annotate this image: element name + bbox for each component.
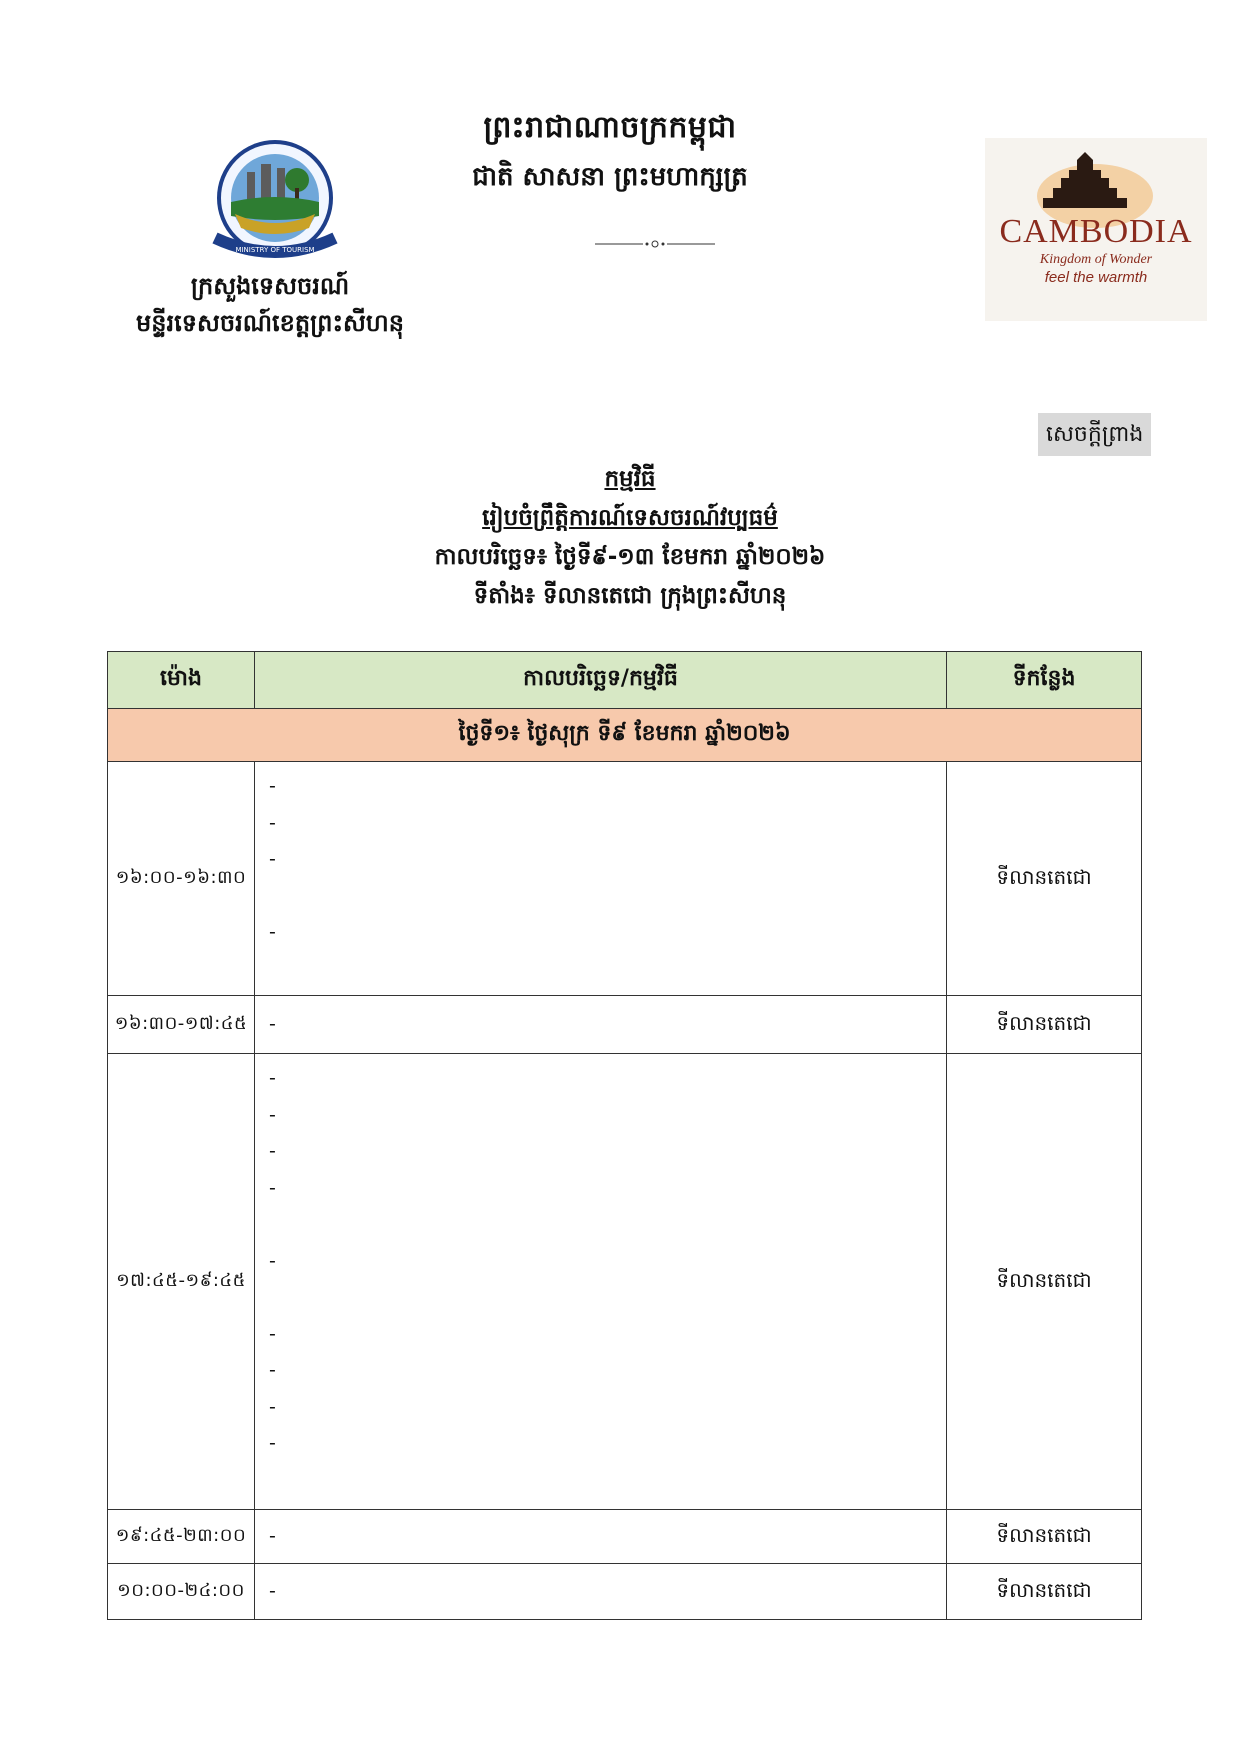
- program-item: [265, 1279, 936, 1316]
- header-place: ទីកន្លែង: [947, 652, 1142, 709]
- program-items: [265, 1518, 936, 1555]
- program-item: [265, 841, 936, 878]
- row-place: ទីលានតេជោ: [947, 1510, 1142, 1564]
- row-time: ១៦:០០-១៦:៣០: [108, 762, 255, 996]
- table-row: [108, 1564, 1142, 1620]
- program-item: [265, 1097, 936, 1134]
- brand-tagline2: feel the warmth: [1044, 269, 1148, 286]
- draft-badge: សេចក្តីព្រាង: [1038, 413, 1151, 456]
- ministry-line1: ក្រសួងទេសចរណ៍: [190, 272, 350, 300]
- table-row: [108, 1510, 1142, 1564]
- row-program: [255, 1564, 947, 1620]
- national-motto: ជាតិ សាសនា ព្រះមហាក្សត្រ: [472, 162, 748, 192]
- ornament-divider: [595, 240, 715, 248]
- table-row: [108, 996, 1142, 1054]
- program-item: [265, 1518, 936, 1555]
- program-item: [265, 1425, 936, 1462]
- event-location: ទីតាំង៖ ទីលានតេជោ ក្រុងព្រះសីហនុ: [473, 583, 787, 609]
- program-item: [265, 1243, 936, 1280]
- program-items: [265, 768, 936, 951]
- cambodia-brand-logo: [985, 138, 1207, 321]
- event-date: កាលបរិច្ឆេទ៖ ថ្ងៃទី៩-១៣ ខែមករា ឆ្នាំ២០២៦: [434, 544, 826, 570]
- row-place: ទីលានតេជោ: [947, 1564, 1142, 1620]
- program-item: [265, 768, 936, 805]
- program-item: [265, 1006, 936, 1043]
- row-time: ១៩:៤៥-២៣:០០: [108, 1510, 255, 1564]
- row-program: [255, 1510, 947, 1564]
- ministry-of-tourism-logo: [205, 140, 345, 260]
- header-time: ម៉ោង: [108, 652, 255, 709]
- row-program: [255, 1054, 947, 1510]
- row-time: ១៦:៣០-១៧:៤៥: [108, 996, 255, 1054]
- header-program: កាលបរិច្ឆេទ/កម្មវិធី: [255, 652, 947, 709]
- table-header-row: [108, 652, 1142, 709]
- program-item: [265, 878, 936, 915]
- program-items: [265, 1060, 936, 1462]
- program-items: [265, 1006, 936, 1043]
- document-header: [330, 108, 890, 198]
- program-title: កម្មវិធី: [604, 466, 656, 492]
- row-place: ទីលានតេជោ: [947, 1054, 1142, 1510]
- program-item: [265, 1573, 936, 1610]
- program-item: [265, 1206, 936, 1243]
- program-item: [265, 914, 936, 951]
- ministry-name: [70, 268, 470, 342]
- row-program: [255, 762, 947, 996]
- program-item: [265, 1316, 936, 1353]
- event-name: រៀបចំព្រឹត្តិការណ៍ទេសចរណ៍វប្បធម៌: [482, 505, 778, 531]
- row-time: ១០:០០-២៤:០០: [108, 1564, 255, 1620]
- day-row: [108, 709, 1142, 762]
- program-item: [265, 1389, 936, 1426]
- kingdom-title: ព្រះរាជាណាចក្រកម្ពុជា: [483, 110, 737, 145]
- program-title-block: [300, 460, 960, 616]
- table-row: [108, 762, 1142, 996]
- row-program: [255, 996, 947, 1054]
- program-item: [265, 1060, 936, 1097]
- program-item: [265, 805, 936, 842]
- program-item: [265, 1133, 936, 1170]
- schedule-table: [107, 651, 1142, 1620]
- program-item: [265, 1170, 936, 1207]
- row-time: ១៧:៤៥-១៩:៤៥: [108, 1054, 255, 1510]
- logo-text: MINISTRY OF TOURISM: [235, 246, 315, 254]
- row-place: ទីលានតេជោ: [947, 762, 1142, 996]
- ministry-line2: មន្ទីរទេសចរណ៍ខេត្តព្រះសីហនុ: [136, 309, 404, 338]
- brand-tagline1: Kingdom of Wonder: [1039, 252, 1153, 267]
- program-items: [265, 1573, 936, 1610]
- program-item: [265, 1352, 936, 1389]
- row-place: ទីលានតេជោ: [947, 996, 1142, 1054]
- table-row: [108, 1054, 1142, 1510]
- day-label: ថ្ងៃទី១៖ ថ្ងៃសុក្រ ទី៩ ខែមករា ឆ្នាំ២០២៦: [108, 709, 1142, 762]
- brand-name: CAMBODIA: [999, 213, 1193, 250]
